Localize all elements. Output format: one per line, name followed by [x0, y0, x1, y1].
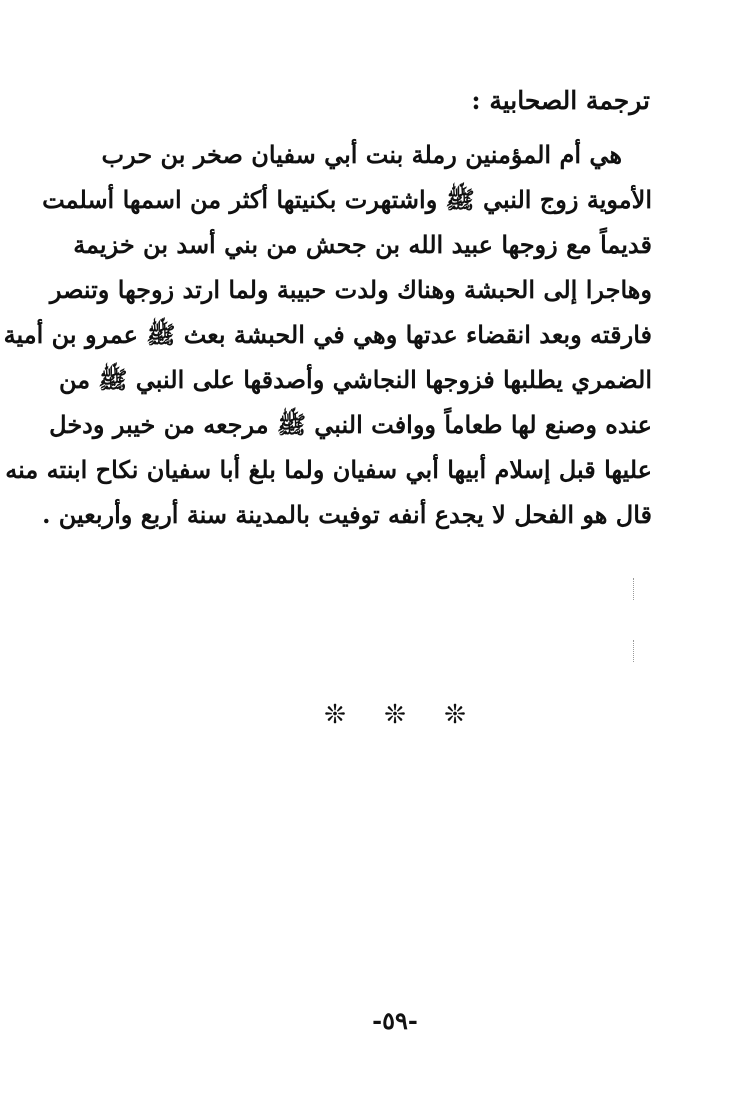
- paragraph-line: عنده وصنع لها طعاماً ووافت النبي ﷺ مرجعه من خيبر ودخل: [49, 410, 652, 439]
- scan-artifact-mark: [633, 640, 635, 662]
- biography-paragraph: [3, 132, 652, 537]
- paragraph-line: عليها قبل إسلام أبيها أبي سفيان ولما بلغ أبا سفيان نكاح ابنته منه: [5, 455, 652, 484]
- paragraph-line: وهاجرا إلى الحبشة وهناك ولدت حبيبة ولما ارتد زوجها وتنصر: [49, 275, 652, 304]
- paragraph-line: قديماً مع زوجها عبيد الله بن جحش من بني أسد بن خزيمة: [73, 230, 652, 259]
- asterism-ornament-icon: ❊: [324, 700, 346, 730]
- paragraph-line: الأموية زوج النبي ﷺ واشتهرت بكنيتها أكثر من اسمها أسلمت: [42, 185, 652, 214]
- section-heading: ترجمة الصحابية :: [471, 86, 650, 115]
- paragraph-line: هي أم المؤمنين رملة بنت أبي سفيان صخر بن حرب: [101, 140, 622, 169]
- scan-artifact-mark: [633, 578, 635, 600]
- page-number: -٥٩-: [372, 1006, 418, 1035]
- section-divider-ornaments: [320, 700, 470, 730]
- paragraph-line: فارقته وبعد انقضاء عدتها وهي في الحبشة بعث ﷺ عمرو بن أمية: [3, 320, 652, 349]
- paragraph-line: الضمري يطلبها فزوجها النجاشي وأصدقها على النبي ﷺ من: [58, 365, 652, 394]
- asterism-ornament-icon: ❊: [384, 700, 406, 730]
- asterism-ornament-icon: ❊: [444, 700, 466, 730]
- paragraph-line: قال هو الفحل لا يجدع أنفه توفيت بالمدينة سنة أربع وأربعين .: [42, 500, 652, 529]
